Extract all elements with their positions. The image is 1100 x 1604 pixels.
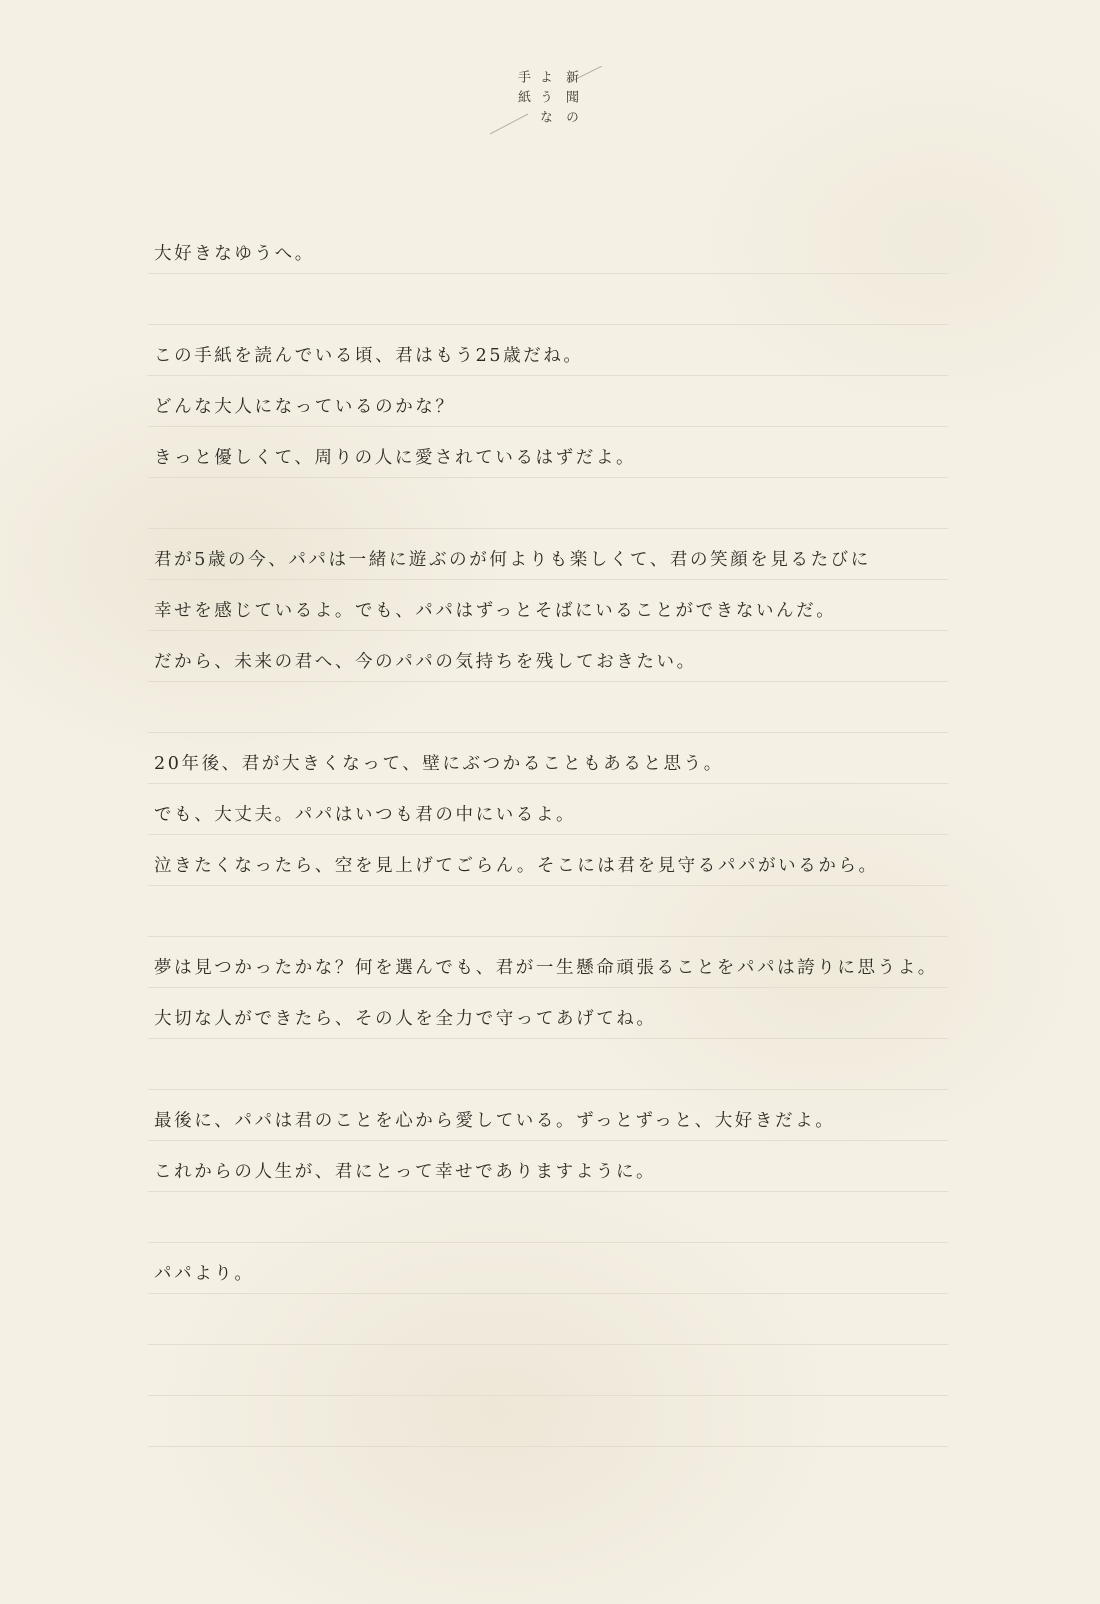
letter-line-text: 大好きなゆうへ。 xyxy=(154,244,315,264)
letter-line-text: 泣きたくなったら、空を見上げてごらん。そこには君を見守るパパがいるから。 xyxy=(154,856,879,876)
letter-line-text: 幸せを感じているよ。でも、パパはずっとそばにいることができないんだ。 xyxy=(154,601,837,621)
letter-line xyxy=(148,1090,948,1141)
letter-line xyxy=(148,1243,948,1294)
letter-line xyxy=(148,682,948,733)
letter-line-text: きっと優しくて、周りの人に愛されているはずだよ。 xyxy=(154,448,637,468)
letter-line xyxy=(148,223,948,274)
letter-line xyxy=(148,1039,948,1090)
letter-line-text: だから、未来の君へ、今のパパの気持ちを残しておきたい。 xyxy=(154,652,697,672)
logo-text-col3: 手紙 xyxy=(515,70,530,110)
letter-line xyxy=(148,427,948,478)
letter-line xyxy=(148,325,948,376)
logo-text-col2: ような xyxy=(537,70,552,130)
letter-line xyxy=(148,1192,948,1243)
letter-line xyxy=(148,937,948,988)
letter-line xyxy=(148,478,948,529)
logo-text-col1: 新聞の xyxy=(563,70,578,130)
header-logo xyxy=(490,66,610,138)
letter-line xyxy=(148,784,948,835)
letter-line xyxy=(148,1141,948,1192)
letter-line-text: 大切な人ができたら、その人を全力で守ってあげてね。 xyxy=(154,1009,657,1029)
letter-line xyxy=(148,274,948,325)
letter-line xyxy=(148,886,948,937)
letter-line-text: 最後に、パパは君のことを心から愛している。ずっとずっと、大好きだよ。 xyxy=(154,1111,836,1131)
letter-line-text: 君が5歳の今、パパは一緒に遊ぶのが何よりも楽しくて、君の笑顔を見るたびに xyxy=(154,550,871,570)
letter-line xyxy=(148,988,948,1039)
letter-line-text: パパより。 xyxy=(154,1264,255,1284)
letter-line-text: 20年後、君が大きくなって、壁にぶつかることもあると思う。 xyxy=(154,754,724,774)
letter-line-text: これからの人生が、君にとって幸せでありますように。 xyxy=(154,1162,657,1182)
letter-line xyxy=(148,1396,948,1447)
letter-line-text: この手紙を読んでいる頃、君はもう25歳だね。 xyxy=(154,346,584,366)
letter-body xyxy=(148,223,948,1447)
letter-line xyxy=(148,1294,948,1345)
letter-line-text: でも、大丈夫。パパはいつも君の中にいるよ。 xyxy=(154,805,577,825)
letter-line-text: 夢は見つかったかな？何を選んでも、君が一生懸命頑張ることをパパは誇りに思うよ。 xyxy=(154,958,938,978)
letter-line xyxy=(148,376,948,427)
letter-line xyxy=(148,835,948,886)
letter-line xyxy=(148,580,948,631)
letter-line xyxy=(148,631,948,682)
letter-line xyxy=(148,529,948,580)
letter-line-text: どんな大人になっているのかな？ xyxy=(154,397,456,417)
letter-line xyxy=(148,733,948,784)
letter-line xyxy=(148,1345,948,1396)
